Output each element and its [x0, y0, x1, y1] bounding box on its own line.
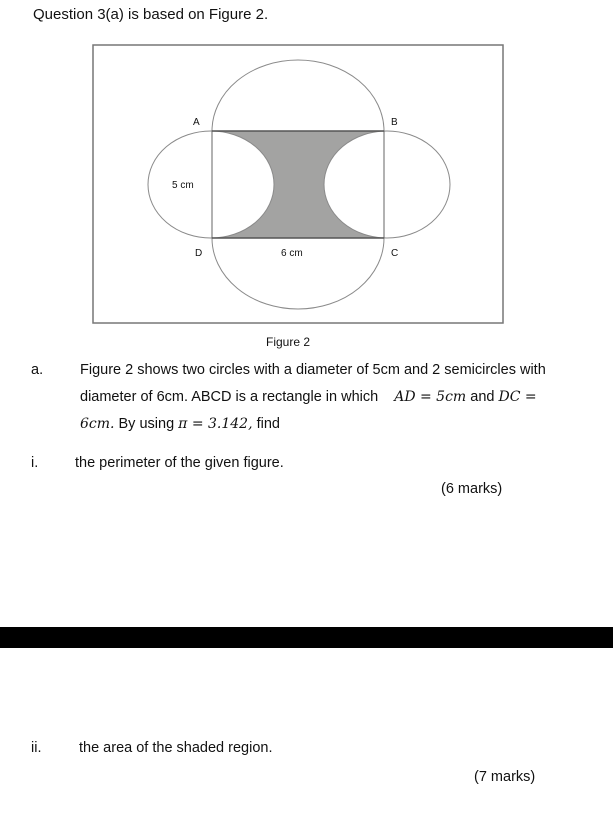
- label-d: D: [195, 248, 203, 259]
- math-ad: AD = 5cm: [394, 389, 467, 405]
- part-i-text: the perimeter of the given figure.: [75, 455, 284, 471]
- part-a-line1: Figure 2 shows two circles with a diameter of 5cm and 2 semicircles with: [80, 362, 546, 378]
- line3-text: By using: [118, 416, 175, 432]
- part-a-line3: [80, 416, 280, 432]
- question-heading: Question 3(a) is based on Figure 2.: [33, 6, 269, 23]
- left-circle: [148, 131, 274, 238]
- math-dc: DC =: [498, 389, 537, 405]
- label-width: 6 cm: [281, 248, 303, 259]
- line2-and: and: [470, 389, 495, 405]
- part-ii-marks: (7 marks): [474, 769, 536, 785]
- label-b: B: [391, 117, 398, 128]
- line3-find: find: [256, 416, 280, 432]
- redaction-bar: [0, 627, 613, 648]
- part-i-marks: (6 marks): [441, 481, 503, 497]
- line2-text: diameter of 6cm. ABCD is a rectangle in which: [80, 389, 379, 405]
- figure-caption: Figure 2: [266, 335, 311, 349]
- math-pi: π = 3.142,: [178, 416, 253, 432]
- label-c: C: [391, 248, 399, 259]
- figure-2-diagram: [0, 0, 613, 340]
- label-a: A: [193, 117, 200, 128]
- part-i-marker: i.: [31, 455, 39, 471]
- math-6cm: 6cm.: [80, 416, 115, 432]
- label-height: 5 cm: [172, 180, 194, 191]
- part-a-marker: a.: [31, 362, 44, 378]
- part-ii-marker: ii.: [31, 740, 42, 756]
- part-ii-text: the area of the shaded region.: [79, 740, 273, 756]
- part-a-line2: [80, 389, 537, 405]
- right-circle: [324, 131, 450, 238]
